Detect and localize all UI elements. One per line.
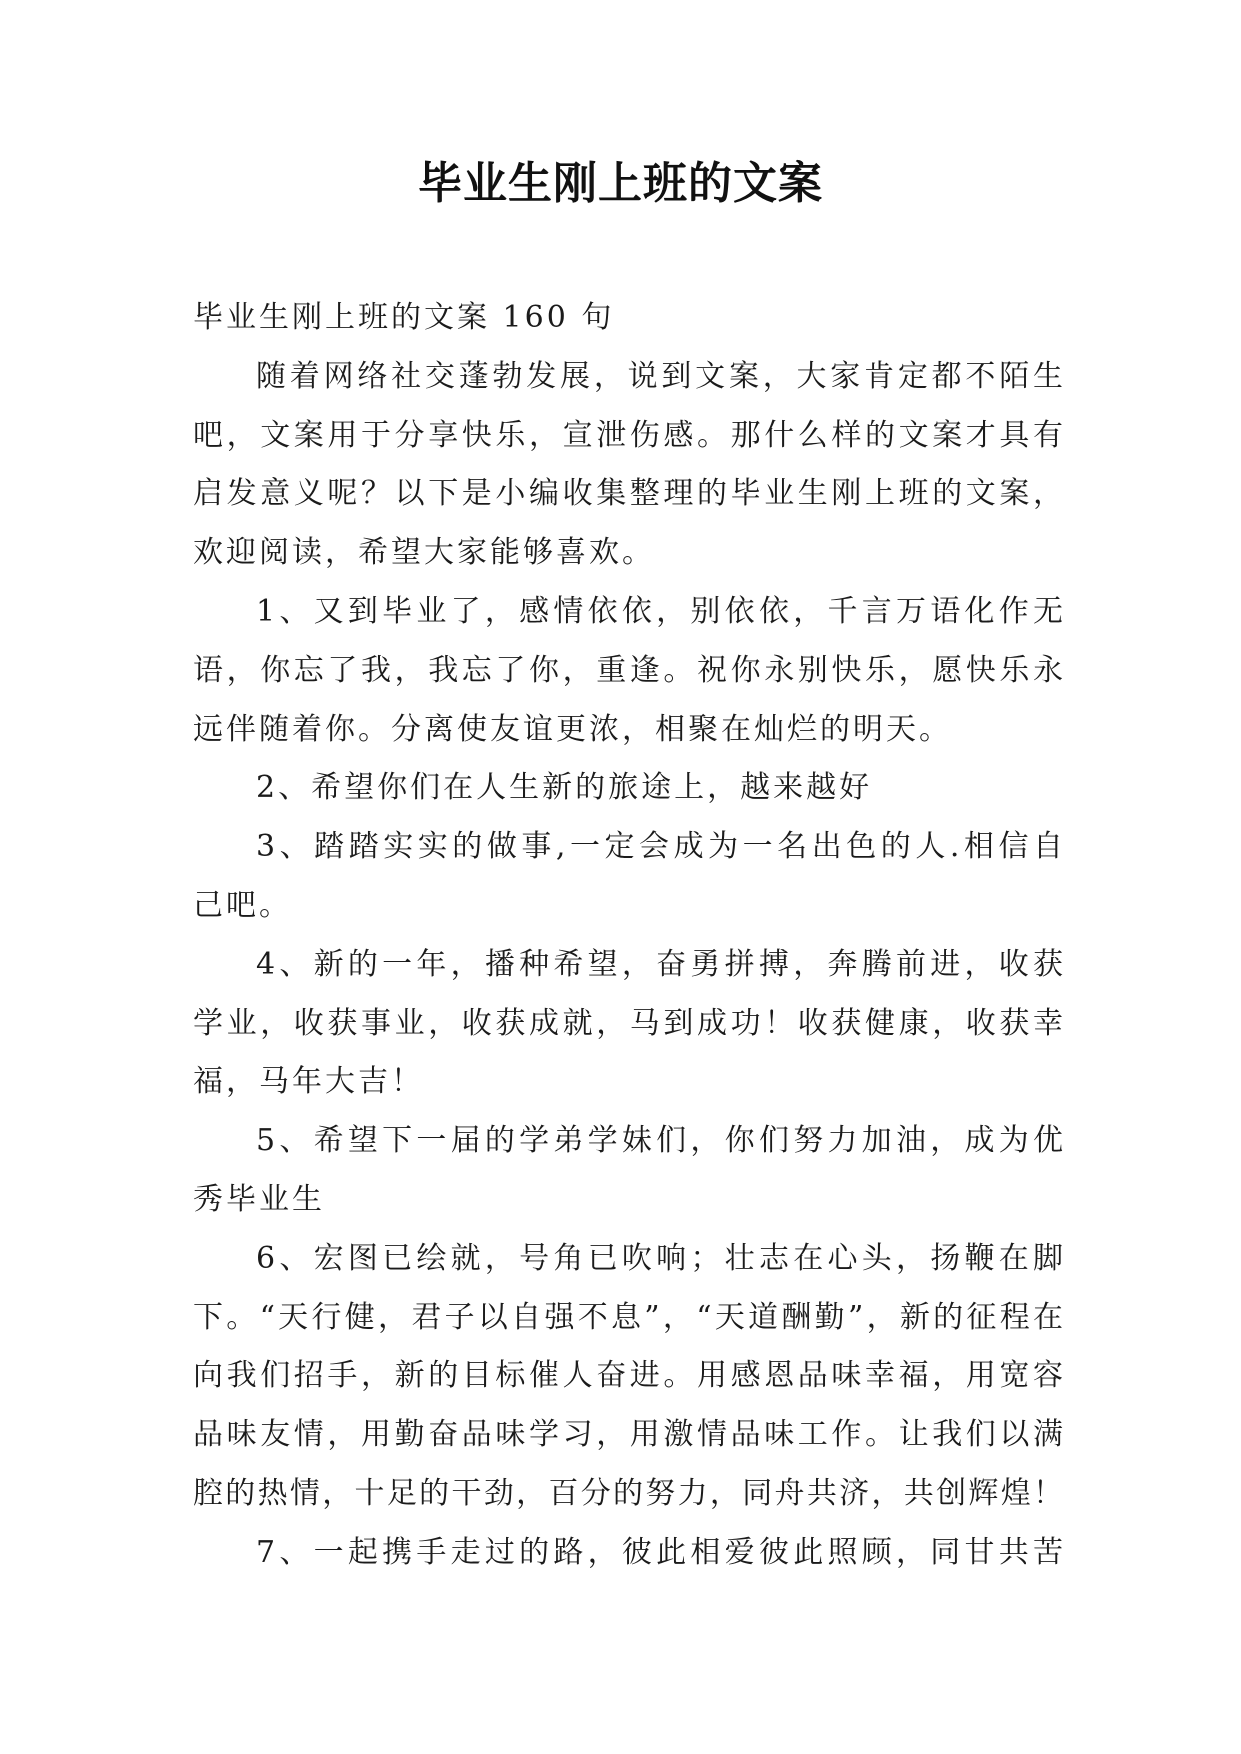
paragraph-line: 学业，收获事业，收获成就，马到成功！收获健康，收获幸 bbox=[193, 1006, 1063, 1041]
paragraph-line: 吧，文案用于分享快乐，宣泄伤感。那什么样的文案才具有 bbox=[193, 418, 1063, 453]
paragraph-line: 启发意义呢？以下是小编收集整理的毕业生刚上班的文案， bbox=[193, 476, 1063, 511]
paragraph-line: 5、希望下一届的学弟学妹们，你们努力加油，成为优 bbox=[256, 1123, 1063, 1158]
paragraph-line: 远伴随着你。分离使友谊更浓，相聚在灿烂的明天。 bbox=[193, 712, 952, 747]
paragraph-line: 4、新的一年，播种希望，奋勇拼搏，奔腾前进，收获 bbox=[256, 947, 1063, 982]
document-subtitle: 毕业生刚上班的文案 160 句 bbox=[193, 300, 615, 335]
paragraph-line: 欢迎阅读，希望大家能够喜欢。 bbox=[193, 535, 655, 570]
document-title: 毕业生刚上班的文案 bbox=[418, 158, 823, 209]
paragraph-line: 3、踏踏实实的做事,一定会成为一名出色的人.相信自 bbox=[256, 829, 1063, 864]
paragraph-line: 秀毕业生 bbox=[193, 1182, 325, 1217]
paragraph-line: 1、又到毕业了，感情依依，别依依，千言万语化作无 bbox=[256, 594, 1063, 629]
paragraph-line: 品味友情，用勤奋品味学习，用激情品味工作。让我们以满 bbox=[193, 1417, 1063, 1452]
paragraph-line: 6、宏图已绘就，号角已吹响；壮志在心头，扬鞭在脚 bbox=[256, 1241, 1063, 1276]
paragraph-line: 2、希望你们在人生新的旅途上，越来越好 bbox=[256, 770, 873, 805]
paragraph-line: 7、一起携手走过的路，彼此相爱彼此照顾，同甘共苦 bbox=[256, 1535, 1063, 1570]
paragraph-line: 下。“天行健，君子以自强不息”，“天道酬勤”，新的征程在 bbox=[193, 1300, 1063, 1335]
paragraph-line: 腔的热情，十足的干劲，百分的努力，同舟共济，共创辉煌！ bbox=[193, 1476, 1063, 1511]
paragraph-line: 语，你忘了我，我忘了你，重逢。祝你永别快乐，愿快乐永 bbox=[193, 653, 1063, 688]
paragraph-line: 随着网络社交蓬勃发展，说到文案，大家肯定都不陌生 bbox=[256, 359, 1063, 394]
paragraph-line: 己吧。 bbox=[193, 888, 292, 923]
paragraph-line: 福，马年大吉！ bbox=[193, 1064, 424, 1099]
paragraph-line: 向我们招手，新的目标催人奋进。用感恩品味幸福，用宽容 bbox=[193, 1358, 1063, 1393]
